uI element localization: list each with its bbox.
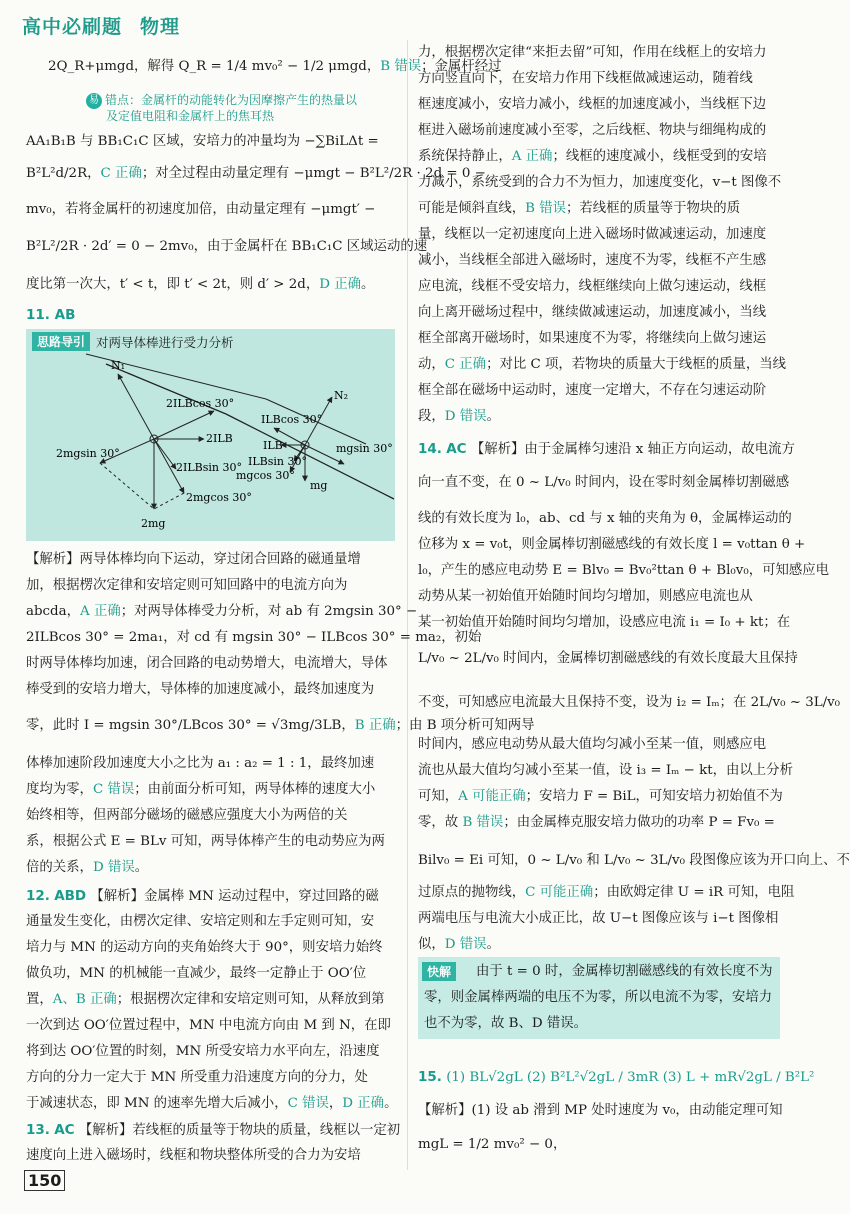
- text-line: 动势从某一初始值开始随时间均匀增加，则感应电流也从: [418, 589, 753, 604]
- question-13-line: 13. AC 【解析】若线框的质量等于物块的质量，线框以一定初: [26, 1122, 401, 1138]
- text-line: 做负功，MN 的机械能一直减少，最终一定静止于 OO′位: [26, 966, 367, 981]
- text-line: 似，D 错误。: [418, 937, 500, 952]
- text-line: 也不为零，故 B、D 错误。: [424, 1016, 587, 1031]
- text-line: 2Q_R+μmgd，解得 Q_R = 1/4 mv₀² − 1/2 μmgd，B 错误；金属杆经过: [48, 59, 502, 74]
- text-line: 力减小，系统受到的合力不为恒力，加速度变化，v−t 图像不: [418, 175, 782, 190]
- page-header: [22, 12, 180, 39]
- text-line: mgL = 1/2 mv₀² − 0，: [418, 1137, 567, 1152]
- text-line: 流也从最大值均匀减小至某一值，设 i₃ = Iₘ − kt，由以上分析: [418, 763, 793, 778]
- dashed: [154, 493, 184, 509]
- text-line: 速度向上进入磁场时，线框和物块整体所受的合力为安培: [26, 1148, 361, 1163]
- label-f1sin: ILBsin 30°: [248, 455, 307, 468]
- mistake-icon: 易: [86, 93, 102, 109]
- label-n1: N₁: [111, 359, 126, 372]
- text-line: 应电流，线框不受安培力，线框继续向上做匀速运动，线框: [418, 279, 767, 294]
- n1-arrow: [118, 374, 154, 439]
- label-f2: 2ILB: [206, 432, 233, 445]
- text-line: 加，根据楞次定律和安培定则可知回路中的电流方向为: [26, 578, 348, 593]
- text-line: 过原点的抛物线，C 可能正确；由欧姆定律 U = iR 可知，电阻: [418, 885, 795, 900]
- text-line: 减小，当线框全部进入磁场时，速度不为零，线框不产生感: [418, 253, 767, 268]
- text-line: 方向竖直向下，在安培力作用下线框做减速运动，随着线: [418, 71, 753, 86]
- text-line: B²L²/2R · 2d′ = 0 − 2mv₀，由于金属杆在 BB₁C₁C 区域运动的速: [26, 239, 428, 254]
- text-line: 度比第一次大，t′ < t，即 t′ < 2t，则 d′ > 2d，D 正确。: [26, 277, 375, 292]
- quick-solution-tag: 快解: [422, 962, 456, 981]
- text-line: 零，故 B 错误；由金属棒克服安培力做功的功率 P = Fv₀ =: [418, 815, 775, 830]
- subject-title: 物理: [140, 16, 181, 38]
- text-line: 不变，可知感应电流最大且保持不变，设为 i₂ = Iₘ；在 2L/v₀ ~ 3L/v₀: [418, 695, 841, 710]
- label-g2sin: 2mgsin 30°: [56, 447, 120, 460]
- figure-subtitle: 对两导体棒进行受力分析: [96, 335, 234, 350]
- text-line: 可能是倾斜直线，B 错误；若线框的质量等于物块的质: [418, 201, 741, 216]
- question-14-line: 14. AC 【解析】由于金属棒匀速沿 x 轴正方向运动，故电流方: [418, 441, 795, 457]
- dashed: [100, 463, 154, 509]
- figure-title: 思路导引: [32, 332, 90, 351]
- text-line: 框全部离开磁场时，如果速度不为零，将继续向上做匀速运: [418, 331, 767, 346]
- text-line: 置，A、B 正确；根据楞次定律和安培定则可知，从释放到第: [26, 992, 385, 1007]
- text-line: 棒受到的安培力增大，导体棒的加速度减小，最终加速度为: [26, 682, 375, 697]
- text-line: 两端电压与电流大小成正比，故 U−t 图像应该与 i−t 图像相: [418, 911, 779, 926]
- text-line: mv₀，若将金属杆的初速度加倍，由动量定理有 −μmgt′ −: [26, 202, 376, 217]
- page-number: 150: [24, 1170, 65, 1191]
- text-line: 零，此时 I = mgsin 30°/LBcos 30° = √3mg/3LB，B 正确；由 B 项分析可知两导: [26, 718, 535, 733]
- mistake-note: 易 错点：金属杆的动能转化为因摩擦产生的热量以: [86, 91, 357, 109]
- label-g2cos: 2mgcos 30°: [186, 491, 252, 504]
- text-line: 度均为零，C 错误；由前面分析可知，两导体棒的速度大小: [26, 782, 376, 797]
- text-line: 倍的关系，D 错误。: [26, 860, 149, 875]
- label-g1cos: mgcos 30°: [236, 469, 295, 482]
- text-line: 位移为 x = v₀t，则金属棒切割磁感线的有效长度 l = v₀ttan θ +: [418, 537, 806, 552]
- question-11-answer: 11. AB: [26, 307, 76, 323]
- text-line: Bilv₀ = Ei 可知，0 ~ L/v₀ 和 L/v₀ ~ 3L/v₀ 段图像应该为开口向上、不: [418, 853, 850, 868]
- text-line: 由于 t = 0 时，金属棒切割磁感线的有效长度不为: [476, 964, 773, 979]
- label-g1sin: mgsin 30°: [336, 442, 393, 455]
- text-line: 量，线框以一定初速度向上进入磁场时做减速运动，加速度: [418, 227, 767, 242]
- f2cos-arrow: [154, 411, 214, 439]
- text-line: 可知，A 可能正确；安培力 F = BiL，可知安培力初始值不为: [418, 789, 783, 804]
- text-line: 系，根据公式 E = BLv 可知，两导体棒产生的电动势应为两: [26, 834, 385, 849]
- text-line: 时间内，感应电动势从最大值均匀减小至某一值，则感应电: [418, 737, 767, 752]
- mistake-note-line2: 及定值电阻和金属杆上的焦耳热: [106, 109, 275, 123]
- text-line: B²L²d/2R，C 正确；对全过程由动量定理有 −μmgt − B²L²/2R · 2d = 0 −: [26, 166, 486, 181]
- label-f2cos: 2ILBcos 30°: [166, 397, 235, 410]
- text-line: 线的有效长度为 l₀，ab、cd 与 x 轴的夹角为 θ，金属棒运动的: [418, 511, 792, 526]
- text-line: l₀，产生的感应电动势 E = Blv₀ = Bv₀²ttan θ + Bl₀v₀，可知感应电: [418, 563, 830, 578]
- label-g2: 2mg: [141, 517, 166, 530]
- text-line: 方向的分力一定大于 MN 所受重力沿速度方向的分力，处: [26, 1070, 368, 1085]
- text-line: 段，D 错误。: [418, 409, 500, 424]
- text-line: 力，根据楞次定律“来拒去留”可知，作用在线框上的安培力: [418, 45, 767, 60]
- force-diagram: [26, 329, 395, 541]
- force-diagram-box: [26, 329, 395, 541]
- text-line: 向一直不变，在 0 ~ L/v₀ 时间内，设在零时刻金属棒切割磁感: [418, 475, 790, 490]
- question-12-line: 12. ABD 【解析】金属棒 MN 运动过程中，穿过回路的磁: [26, 888, 379, 904]
- text-line: 向上离开磁场过程中，继续做减速运动，加速度减小，当线: [418, 305, 767, 320]
- label-n2: N₂: [334, 389, 349, 402]
- text-line: 2ILBcos 30° = 2ma₁，对 cd 有 mgsin 30° − ILBcos 30° = ma₂，初始: [26, 630, 482, 645]
- text-line: 【解析】两导体棒均向下运动，穿过闭合回路的磁通量增: [26, 552, 361, 567]
- label-f2sin: 2ILBsin 30°: [176, 461, 242, 474]
- text-line: 将到达 OO′位置的时刻，MN 所受安培力水平向左，沿速度: [26, 1044, 380, 1059]
- text-line: 框速度减小，安培力减小，线框的加速度减小，当线框下边: [418, 97, 767, 112]
- text-line: 框全部在磁场中运动时，速度一定增大，不存在匀速运动阶: [418, 383, 767, 398]
- text-line: abcda，A 正确；对两导体棒受力分析，对 ab 有 2mgsin 30° −: [26, 604, 418, 619]
- quick-solution-box: [418, 957, 780, 1039]
- text-line: 框进入磁场前速度减小至零，之后线框、物块与细绳构成的: [418, 123, 767, 138]
- text-line: 【解析】(1) 设 ab 滑到 MP 处时速度为 v₀，由动能定理可知: [418, 1103, 783, 1118]
- question-15-line: 15. (1) BL√2gL (2) B²L²√2gL / 3mR (3) L + mR√2gL / B²L²: [418, 1069, 815, 1085]
- text-line: AA₁B₁B 与 BB₁C₁C 区域，安培力的冲量均为 −∑BiLΔt =: [26, 134, 379, 149]
- text-line: 系统保持静止，A 正确；线框的速度减小，线框受到的安培: [418, 149, 767, 164]
- f2sin-arrow: [154, 439, 176, 469]
- text-line: 零，则金属棒两端的电压不为零，所以电流不为零，安培力: [424, 990, 773, 1005]
- label-f1cos: ILBcos 30°: [261, 413, 323, 426]
- text-line: 通量发生变化，由楞次定律、安培定则和左手定则可知，安: [26, 914, 375, 929]
- label-f1: ILB: [263, 439, 283, 452]
- text-line: 动，C 正确；对比 C 项，若物块的质量大于线框的质量，当线: [418, 357, 787, 372]
- text-line: 培力与 MN 的运动方向的夹角始终大于 90°，则安培力始终: [26, 940, 383, 955]
- text-line: 某一初始值开始随时间均匀增加，设感应电流 i₁ = I₀ + kt；在: [418, 615, 791, 630]
- text-line: L/v₀ ~ 2L/v₀ 时间内，金属棒切割磁感线的有效长度最大且保持: [418, 651, 798, 666]
- label-g1: mg: [310, 479, 328, 492]
- text-line: 始终相等，但两部分磁场的磁感应强度大小为两倍的关: [26, 808, 348, 823]
- text-line: 于减速状态，即 MN 的速率先增大后减小，C 错误，D 正确。: [26, 1096, 398, 1111]
- text-line: 时两导体棒均加速，闭合回路的电动势增大，电流增大，导体: [26, 656, 388, 671]
- text-line: 一次到达 OO′位置过程中，MN 中电流方向由 M 到 N，在即: [26, 1018, 391, 1033]
- text-line: 体棒加速阶段加速度大小之比为 a₁ : a₂ = 1 : 1，最终加速: [26, 756, 375, 771]
- book-title: 高中必刷题: [22, 16, 123, 38]
